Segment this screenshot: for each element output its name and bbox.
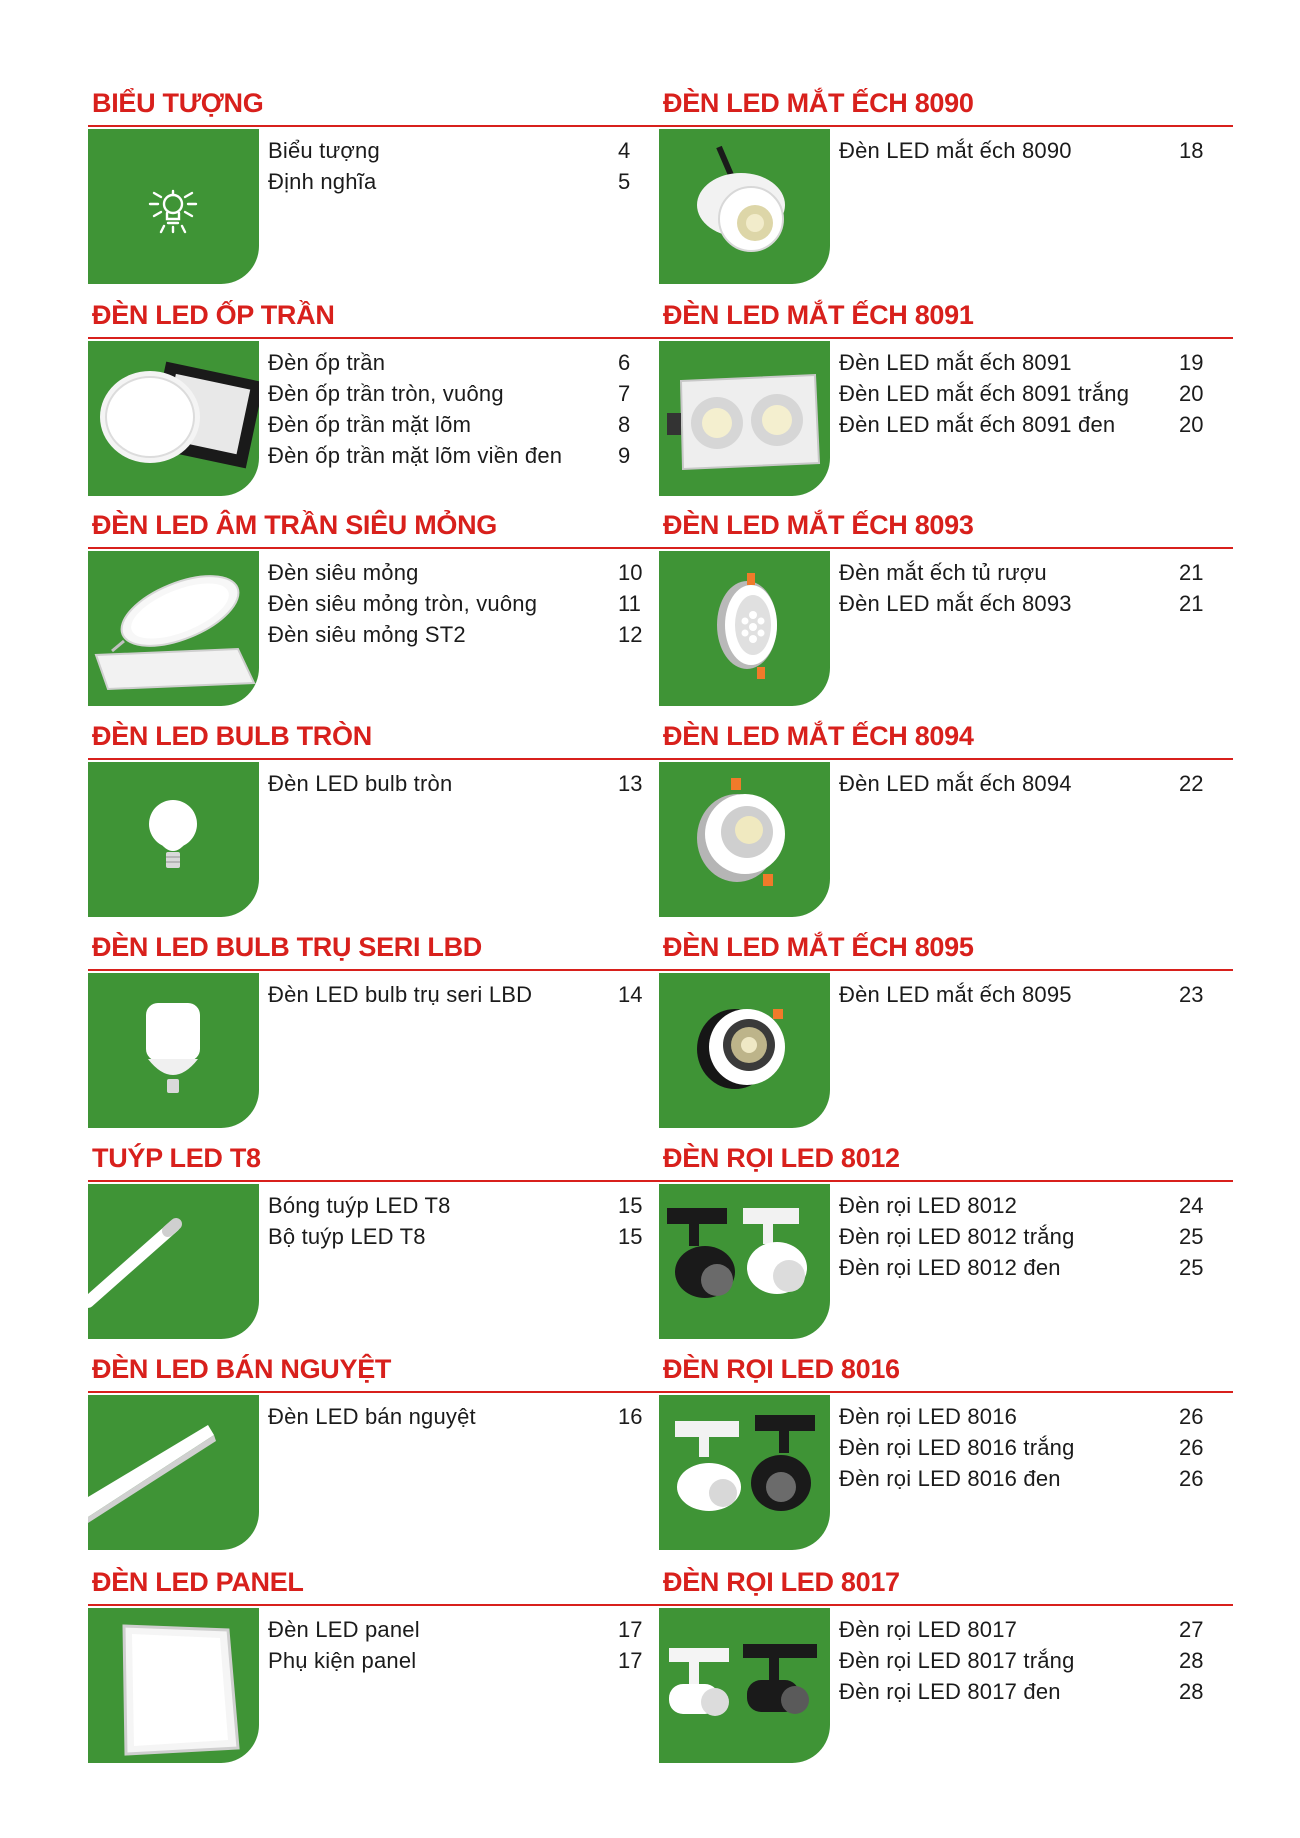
toc-entry[interactable] xyxy=(268,169,662,200)
entry-label: Đèn LED bulb tròn xyxy=(268,771,453,796)
toc-entry[interactable] xyxy=(268,1617,662,1648)
entry-list xyxy=(839,1193,1233,1286)
toc-entry[interactable] xyxy=(268,412,662,443)
entry-label: Đèn LED mắt ếch 8091 trắng xyxy=(839,381,1130,406)
lightbulb-symbol-icon xyxy=(88,129,259,284)
entry-page-number: 26 xyxy=(1179,1466,1204,1491)
section-op-tran xyxy=(88,298,662,508)
entry-page-number: 17 xyxy=(618,1617,643,1642)
section-title: BIỂU TƯỢNG xyxy=(92,88,264,118)
section-title: ĐÈN LED BÁN NGUYỆT xyxy=(92,1354,392,1384)
section-divider xyxy=(659,1180,1233,1182)
entry-label: Biểu tượng xyxy=(268,138,380,163)
toc-entry[interactable] xyxy=(268,381,662,412)
toc-entry[interactable] xyxy=(268,771,662,802)
entry-list xyxy=(839,350,1233,443)
toc-entry[interactable] xyxy=(839,350,1233,381)
entry-page-number: 25 xyxy=(1179,1255,1204,1280)
entry-label: Đèn LED bán nguyệt xyxy=(268,1404,476,1429)
section-divider xyxy=(88,125,662,127)
entry-page-number: 8 xyxy=(618,412,631,437)
entry-page-number: 21 xyxy=(1179,560,1204,585)
toc-entry[interactable] xyxy=(268,560,662,591)
entry-label: Đèn ốp trần tròn, vuông xyxy=(268,381,504,406)
entry-page-number: 16 xyxy=(618,1404,643,1429)
entry-page-number: 20 xyxy=(1179,412,1204,437)
toc-entry[interactable] xyxy=(839,1224,1233,1255)
section-mat-ech-8093 xyxy=(659,508,1233,718)
entry-page-number: 9 xyxy=(618,443,631,468)
toc-entry[interactable] xyxy=(839,1617,1233,1648)
entry-page-number: 17 xyxy=(618,1648,643,1673)
tube-image xyxy=(88,1184,259,1339)
entry-list xyxy=(268,1404,662,1435)
entry-page-number: 15 xyxy=(618,1224,643,1249)
section-divider xyxy=(88,1180,662,1182)
toc-entry[interactable] xyxy=(839,412,1233,443)
section-title: ĐÈN RỌI LED 8016 xyxy=(663,1354,900,1384)
section-divider xyxy=(659,758,1233,760)
toc-entry[interactable] xyxy=(839,1404,1233,1435)
track-light-8017-image xyxy=(659,1608,830,1763)
toc-entry[interactable] xyxy=(839,138,1233,169)
section-divider xyxy=(659,1391,1233,1393)
entry-label: Đèn rọi LED 8016 trắng xyxy=(839,1435,1075,1460)
entry-page-number: 22 xyxy=(1179,771,1204,796)
entry-label: Đèn LED mắt ếch 8093 xyxy=(839,591,1072,616)
entry-list xyxy=(839,560,1233,622)
entry-page-number: 4 xyxy=(618,138,631,163)
section-title: ĐÈN LED ÂM TRẦN SIÊU MỎNG xyxy=(92,510,498,540)
section-divider xyxy=(88,1604,662,1606)
section-roi-8012 xyxy=(659,1141,1233,1351)
entry-page-number: 25 xyxy=(1179,1224,1204,1249)
section-divider xyxy=(659,969,1233,971)
section-divider xyxy=(88,337,662,339)
entry-label: Đèn rọi LED 8016 đen xyxy=(839,1466,1061,1491)
entry-page-number: 18 xyxy=(1179,138,1204,163)
section-roi-8016 xyxy=(659,1352,1233,1562)
section-tuyp-t8 xyxy=(88,1141,662,1351)
entry-page-number: 10 xyxy=(618,560,643,585)
toc-entry[interactable] xyxy=(839,591,1233,622)
entry-list xyxy=(268,982,662,1013)
cylinder-bulb-image xyxy=(88,973,259,1128)
entry-label: Đèn rọi LED 8017 xyxy=(839,1617,1018,1642)
entry-label: Đèn LED mắt ếch 8095 xyxy=(839,982,1072,1007)
slim-panel-image xyxy=(88,551,259,706)
section-title: ĐÈN LED BULB TRỤ SERI LBD xyxy=(92,932,482,962)
section-divider xyxy=(659,125,1233,127)
section-divider xyxy=(659,1604,1233,1606)
entry-page-number: 11 xyxy=(618,591,641,616)
section-divider xyxy=(88,758,662,760)
entry-page-number: 21 xyxy=(1179,591,1204,616)
panel-image xyxy=(88,1608,259,1763)
entry-list xyxy=(839,138,1233,169)
toc-entry[interactable] xyxy=(839,560,1233,591)
ceiling-light-image xyxy=(88,341,259,496)
section-divider xyxy=(88,547,662,549)
track-light-8012-image xyxy=(659,1184,830,1339)
entry-page-number: 26 xyxy=(1179,1435,1204,1460)
black-heatsink-downlight-image xyxy=(659,973,830,1128)
toc-entry[interactable] xyxy=(839,1435,1233,1466)
toc-entry[interactable] xyxy=(268,982,662,1013)
entry-page-number: 6 xyxy=(618,350,631,375)
multi-led-downlight-image xyxy=(659,551,830,706)
section-mat-ech-8091 xyxy=(659,298,1233,508)
entry-page-number: 26 xyxy=(1179,1404,1204,1429)
gimbal-downlight-image xyxy=(659,129,830,284)
entry-page-number: 19 xyxy=(1179,350,1204,375)
entry-list xyxy=(839,771,1233,802)
section-title: ĐÈN LED MẮT ẾCH 8093 xyxy=(663,510,974,540)
entry-page-number: 23 xyxy=(1179,982,1204,1007)
entry-label: Đèn rọi LED 8012 đen xyxy=(839,1255,1061,1280)
section-title: ĐÈN RỌI LED 8017 xyxy=(663,1567,900,1597)
entry-page-number: 7 xyxy=(618,381,631,406)
section-panel xyxy=(88,1565,662,1775)
entry-page-number: 20 xyxy=(1179,381,1204,406)
entry-label: Đèn LED mắt ếch 8091 đen xyxy=(839,412,1116,437)
section-divider xyxy=(88,969,662,971)
cob-downlight-image xyxy=(659,762,830,917)
entry-label: Đèn LED panel xyxy=(268,1617,420,1642)
entry-page-number: 28 xyxy=(1179,1648,1204,1673)
entry-label: Bóng tuýp LED T8 xyxy=(268,1193,451,1218)
entry-label: Đèn LED bulb trụ seri LBD xyxy=(268,982,533,1007)
entry-list xyxy=(268,1193,662,1255)
entry-page-number: 12 xyxy=(618,622,643,647)
toc-entry[interactable] xyxy=(839,1466,1233,1497)
section-mat-ech-8094 xyxy=(659,719,1233,929)
toc-entry[interactable] xyxy=(268,622,662,653)
toc-entry[interactable] xyxy=(268,1404,662,1435)
section-title: ĐÈN LED MẮT ẾCH 8091 xyxy=(663,300,974,330)
section-bulb-tru xyxy=(88,930,662,1140)
entry-page-number: 15 xyxy=(618,1193,643,1218)
section-am-tran xyxy=(88,508,662,718)
toc-entry[interactable] xyxy=(268,1193,662,1224)
entry-label: Đèn ốp trần xyxy=(268,350,386,375)
entry-list xyxy=(268,560,662,653)
section-roi-8017 xyxy=(659,1565,1233,1775)
entry-label: Đèn LED mắt ếch 8094 xyxy=(839,771,1072,796)
entry-list xyxy=(839,1617,1233,1710)
entry-label: Đèn LED mắt ếch 8091 xyxy=(839,350,1072,375)
section-divider xyxy=(659,547,1233,549)
section-title: ĐÈN LED MẮT ẾCH 8095 xyxy=(663,932,974,962)
entry-label: Đèn mắt ếch tủ rượu xyxy=(839,560,1047,585)
entry-list xyxy=(268,350,662,474)
section-title: ĐÈN RỌI LED 8012 xyxy=(663,1143,900,1173)
entry-label: Đèn siêu mỏng ST2 xyxy=(268,622,466,647)
section-ban-nguyet xyxy=(88,1352,662,1562)
section-divider xyxy=(659,337,1233,339)
toc-entry[interactable] xyxy=(268,350,662,381)
entry-page-number: 5 xyxy=(618,169,631,194)
entry-label: Đèn ốp trần mặt lõm xyxy=(268,412,472,437)
half-moon-tube-image xyxy=(88,1395,259,1550)
toc-entry[interactable] xyxy=(839,1193,1233,1224)
entry-page-number: 28 xyxy=(1179,1679,1204,1704)
toc-entry[interactable] xyxy=(839,982,1233,1013)
entry-label: Đèn rọi LED 8012 trắng xyxy=(839,1224,1075,1249)
entry-page-number: 27 xyxy=(1179,1617,1204,1642)
entry-label: Định nghĩa xyxy=(268,169,377,194)
toc-entry[interactable] xyxy=(268,591,662,622)
entry-label: Bộ tuýp LED T8 xyxy=(268,1224,426,1249)
entry-page-number: 14 xyxy=(618,982,643,1007)
section-bulb-tron xyxy=(88,719,662,929)
entry-label: Đèn siêu mỏng xyxy=(268,560,419,585)
entry-list xyxy=(268,138,662,200)
section-title: TUÝP LED T8 xyxy=(92,1143,261,1173)
entry-list xyxy=(839,982,1233,1013)
entry-list xyxy=(839,1404,1233,1497)
entry-label: Đèn rọi LED 8012 xyxy=(839,1193,1018,1218)
section-bieu-tuong xyxy=(88,86,662,296)
entry-label: Đèn rọi LED 8017 đen xyxy=(839,1679,1061,1704)
toc-entry[interactable] xyxy=(839,771,1233,802)
section-title: ĐÈN LED PANEL xyxy=(92,1567,304,1597)
section-title: ĐÈN LED MẮT ẾCH 8094 xyxy=(663,721,974,751)
toc-entry[interactable] xyxy=(268,443,662,474)
entry-page-number: 24 xyxy=(1179,1193,1204,1218)
entry-list xyxy=(268,771,662,802)
section-mat-ech-8090 xyxy=(659,86,1233,296)
toc-entry[interactable] xyxy=(268,1648,662,1679)
toc-entry[interactable] xyxy=(839,1679,1233,1710)
double-grille-light-image xyxy=(659,341,830,496)
entry-label: Đèn rọi LED 8017 trắng xyxy=(839,1648,1075,1673)
entry-page-number: 13 xyxy=(618,771,643,796)
toc-entry[interactable] xyxy=(839,1648,1233,1679)
entry-label: Đèn siêu mỏng tròn, vuông xyxy=(268,591,538,616)
section-title: ĐÈN LED ỐP TRẦN xyxy=(92,300,335,330)
bulb-image xyxy=(88,762,259,917)
toc-entry[interactable] xyxy=(839,1255,1233,1286)
entry-label: Đèn rọi LED 8016 xyxy=(839,1404,1018,1429)
toc-entry[interactable] xyxy=(268,138,662,169)
toc-entry[interactable] xyxy=(839,381,1233,412)
entry-label: Đèn LED mắt ếch 8090 xyxy=(839,138,1072,163)
section-divider xyxy=(88,1391,662,1393)
track-light-8016-image xyxy=(659,1395,830,1550)
entry-list xyxy=(268,1617,662,1679)
entry-label: Đèn ốp trần mặt lõm viền đen xyxy=(268,443,563,468)
section-mat-ech-8095 xyxy=(659,930,1233,1140)
section-title: ĐÈN LED BULB TRÒN xyxy=(92,721,372,751)
section-title: ĐÈN LED MẮT ẾCH 8090 xyxy=(663,88,974,118)
entry-label: Phụ kiện panel xyxy=(268,1648,417,1673)
toc-entry[interactable] xyxy=(268,1224,662,1255)
